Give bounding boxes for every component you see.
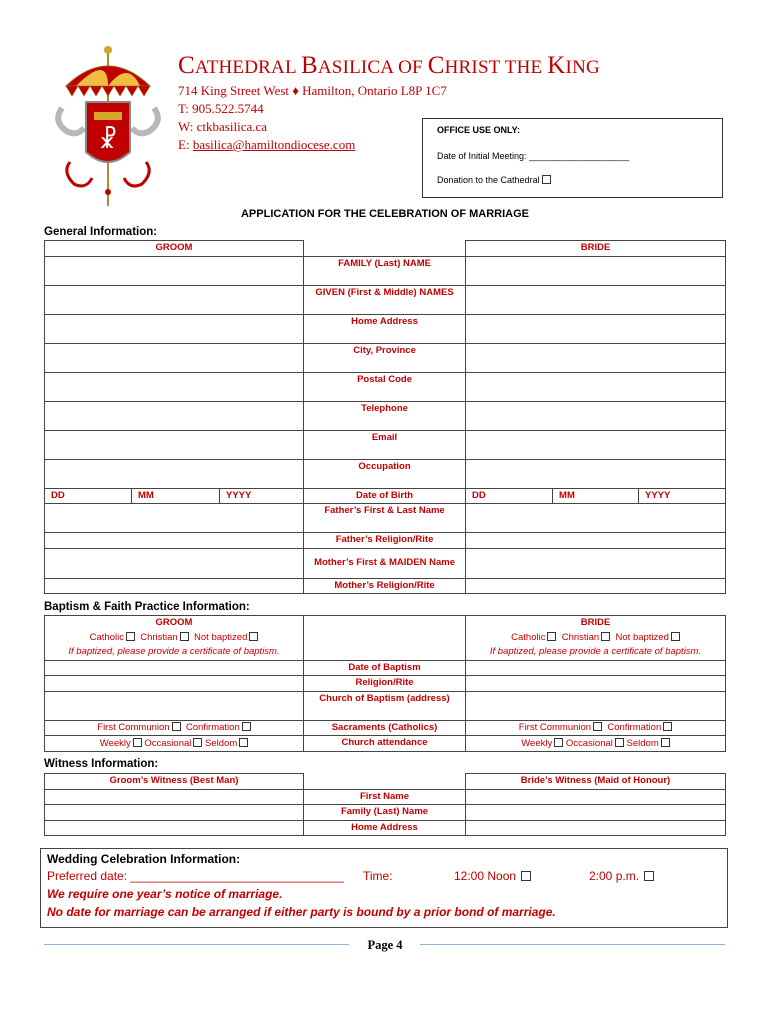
groom-occupation-field[interactable] <box>45 459 304 488</box>
bride-first-communion-checkbox[interactable] <box>593 722 602 731</box>
groom-father-religion-field[interactable] <box>45 533 304 549</box>
page-number: Page 4 <box>367 938 403 952</box>
baptism-heading: Baptism & Faith Practice Information: <box>44 601 250 613</box>
bride-catholic-checkbox[interactable] <box>547 632 556 641</box>
groom-postal-code-field[interactable] <box>45 372 304 401</box>
groom-father-name-field[interactable] <box>45 504 304 533</box>
bride-seldom-label: Seldom <box>626 737 659 749</box>
bride-city-field[interactable] <box>466 343 726 372</box>
church-website: W: ctkbasilica.ca <box>178 119 268 134</box>
baptism-groom-header: GROOM <box>155 617 193 628</box>
church-email-line: E: basilica@hamiltondiocese.com <box>178 137 356 152</box>
brides-witness-header: Bride’s Witness (Maid of Honour) <box>466 774 726 790</box>
groom-witness-address-field[interactable] <box>45 820 304 836</box>
bride-dob-day[interactable]: DD <box>466 488 553 504</box>
prior-bond-notice: No date for marriage can be arranged if either party is bound by a prior bond of marriage. <box>47 905 556 919</box>
bride-attendance <box>466 736 726 752</box>
groom-family-name-field[interactable] <box>45 256 304 285</box>
groom-home-address-field[interactable] <box>45 314 304 343</box>
groom-header: GROOM <box>45 241 304 257</box>
bride-mother-name-field[interactable] <box>466 548 726 578</box>
svg-text:☧: ☧ <box>98 128 118 154</box>
groom-not-baptized-checkbox[interactable] <box>249 632 258 641</box>
city-province-label: City, Province <box>304 343 466 372</box>
date-of-birth-label: Date of Birth <box>304 488 466 504</box>
two-pm-checkbox[interactable] <box>644 871 654 881</box>
donation-checkbox[interactable] <box>542 175 551 184</box>
witness-center-blank <box>304 774 466 790</box>
bride-occasional-checkbox[interactable] <box>615 738 624 747</box>
wedding-info-box <box>40 848 728 928</box>
noon-option <box>454 869 531 883</box>
general-info-heading: General Information: <box>44 226 158 238</box>
mother-religion-label: Mother’s Religion/Rite <box>304 578 466 594</box>
church-name-title: CATHEDRAL BASILICA OF CHRIST THE KING <box>178 52 600 79</box>
bride-weekly-checkbox[interactable] <box>554 738 563 747</box>
bride-father-religion-field[interactable] <box>466 533 726 549</box>
initial-meeting-field[interactable]: Date of Initial Meeting: ____________________ <box>437 151 630 161</box>
bride-baptism-date-field[interactable] <box>466 660 726 676</box>
bride-seldom-checkbox[interactable] <box>661 738 670 747</box>
bride-witness-first-name-field[interactable] <box>466 789 726 805</box>
baptism-table <box>44 615 726 752</box>
bride-first-communion-label: First Communion <box>518 722 592 734</box>
given-names-label: GIVEN (First & Middle) NAMES <box>304 285 466 314</box>
father-religion-label: Father’s Religion/Rite <box>304 533 466 549</box>
bride-email-field[interactable] <box>466 430 726 459</box>
bride-occupation-field[interactable] <box>466 459 726 488</box>
groom-dob-year[interactable]: YYYY <box>220 488 304 504</box>
baptism-bride-header: BRIDE <box>580 617 611 628</box>
bride-header: BRIDE <box>466 241 726 257</box>
bride-witness-address-field[interactable] <box>466 820 726 836</box>
office-use-box <box>422 118 723 198</box>
time-label: Time: <box>363 869 393 883</box>
mother-name-label: Mother’s First & MAIDEN Name <box>304 548 466 578</box>
groom-mother-name-field[interactable] <box>45 548 304 578</box>
groom-cert-note: If baptized, please provide a certificate of baptism. <box>68 646 280 657</box>
groom-baptism-date-field[interactable] <box>45 660 304 676</box>
attendance-label: Church attendance <box>304 736 466 752</box>
groom-first-communion-checkbox[interactable] <box>172 722 181 731</box>
bride-given-names-field[interactable] <box>466 285 726 314</box>
telephone-label: Telephone <box>304 401 466 430</box>
groom-telephone-field[interactable] <box>45 401 304 430</box>
bride-postal-code-field[interactable] <box>466 372 726 401</box>
family-name-label: FAMILY (Last) NAME <box>304 256 466 285</box>
groom-christian-label: Christian <box>140 631 178 643</box>
groom-first-communion-label: First Communion <box>97 722 170 734</box>
groom-dob-month[interactable]: MM <box>132 488 220 504</box>
bride-occasional-label: Occasional <box>565 737 613 749</box>
groom-baptism-church-field[interactable] <box>45 691 304 720</box>
baptism-church-label: Church of Baptism (address) <box>304 691 466 720</box>
groom-weekly-label: Weekly <box>99 737 131 749</box>
preferred-date-field[interactable]: Preferred date: ________________________________ <box>47 869 344 883</box>
witness-family-name-label: Family (Last) Name <box>304 805 466 821</box>
bride-baptism-church-field[interactable] <box>466 691 726 720</box>
grooms-witness-header: Groom’s Witness (Best Man) <box>45 774 304 790</box>
groom-catholic-checkbox[interactable] <box>126 632 135 641</box>
church-email-link[interactable]: basilica@hamiltondiocese.com <box>192 137 356 152</box>
groom-dob-day[interactable]: DD <box>45 488 132 504</box>
groom-city-field[interactable] <box>45 343 304 372</box>
bride-christian-checkbox[interactable] <box>601 632 610 641</box>
church-address: 714 King Street West ♦ Hamilton, Ontario L8P 1C7 <box>178 83 447 98</box>
groom-seldom-checkbox[interactable] <box>239 738 248 747</box>
noon-label: 12:00 Noon <box>454 869 517 883</box>
occupation-label: Occupation <box>304 459 466 488</box>
bride-dob-month[interactable]: MM <box>553 488 639 504</box>
notice-requirement: We require one year’s notice of marriage. <box>47 887 283 901</box>
email-label: Email <box>304 430 466 459</box>
witness-address-label: Home Address <box>304 820 466 836</box>
bride-weekly-label: Weekly <box>521 737 553 749</box>
bride-baptism-status <box>466 616 726 661</box>
witness-table <box>44 773 726 836</box>
groom-witness-first-name-field[interactable] <box>45 789 304 805</box>
church-phone: T: 905.522.5744 <box>178 101 264 116</box>
groom-catholic-label: Catholic <box>89 631 124 643</box>
postal-code-label: Postal Code <box>304 372 466 401</box>
groom-christian-checkbox[interactable] <box>180 632 189 641</box>
baptism-date-label: Date of Baptism <box>304 660 466 676</box>
groom-weekly-checkbox[interactable] <box>133 738 142 747</box>
two-pm-label: 2:00 p.m. <box>589 869 640 883</box>
basilica-coat-of-arms-icon <box>48 42 168 210</box>
groom-witness-family-name-field[interactable] <box>45 805 304 821</box>
father-name-label: Father’s First & Last Name <box>304 504 466 533</box>
groom-baptism-religion-field[interactable] <box>45 676 304 692</box>
bride-not-baptized-label: Not baptized <box>615 631 669 643</box>
bride-confirmation-checkbox[interactable] <box>663 722 672 731</box>
groom-mother-religion-field[interactable] <box>45 578 304 594</box>
bride-catholic-label: Catholic <box>511 631 546 643</box>
groom-occasional-label: Occasional <box>144 737 192 749</box>
bride-father-name-field[interactable] <box>466 504 726 533</box>
bride-mother-religion-field[interactable] <box>466 578 726 594</box>
witness-first-name-label: First Name <box>304 789 466 805</box>
groom-not-baptized-label: Not baptized <box>194 631 248 643</box>
sacraments-label: Sacraments (Catholics) <box>304 720 466 736</box>
bride-family-name-field[interactable] <box>466 256 726 285</box>
wedding-info-heading: Wedding Celebration Information: <box>47 852 241 866</box>
bride-not-baptized-checkbox[interactable] <box>671 632 680 641</box>
groom-sacraments <box>45 720 304 736</box>
home-address-label: Home Address <box>304 314 466 343</box>
groom-seldom-label: Seldom <box>205 737 238 749</box>
bride-dob-year[interactable]: YYYY <box>639 488 726 504</box>
bride-baptism-religion-field[interactable] <box>466 676 726 692</box>
groom-attendance <box>45 736 304 752</box>
bride-confirmation-label: Confirmation <box>607 722 662 734</box>
baptism-center-blank <box>304 616 466 661</box>
bride-witness-family-name-field[interactable] <box>466 805 726 821</box>
groom-confirmation-checkbox[interactable] <box>242 722 251 731</box>
noon-checkbox[interactable] <box>521 871 531 881</box>
office-use-title: OFFICE USE ONLY: <box>437 125 521 135</box>
general-info-table <box>44 240 726 594</box>
application-title: APPLICATION FOR THE CELEBRATION OF MARRIAGE <box>240 208 530 220</box>
groom-baptism-status <box>45 616 304 661</box>
donation-checkbox-row <box>437 175 551 185</box>
groom-given-names-field[interactable] <box>45 285 304 314</box>
donation-label: Donation to the Cathedral <box>437 175 540 185</box>
witness-heading: Witness Information: <box>44 758 159 770</box>
bride-home-address-field[interactable] <box>466 314 726 343</box>
bride-cert-note: If baptized, please provide a certificate of baptism. <box>489 646 702 657</box>
baptism-religion-label: Religion/Rite <box>304 676 466 692</box>
bride-telephone-field[interactable] <box>466 401 726 430</box>
groom-confirmation-label: Confirmation <box>185 722 240 734</box>
bride-christian-label: Christian <box>561 631 600 643</box>
two-pm-option <box>589 869 654 883</box>
groom-email-field[interactable] <box>45 430 304 459</box>
bride-sacraments <box>466 720 726 736</box>
groom-occasional-checkbox[interactable] <box>193 738 202 747</box>
